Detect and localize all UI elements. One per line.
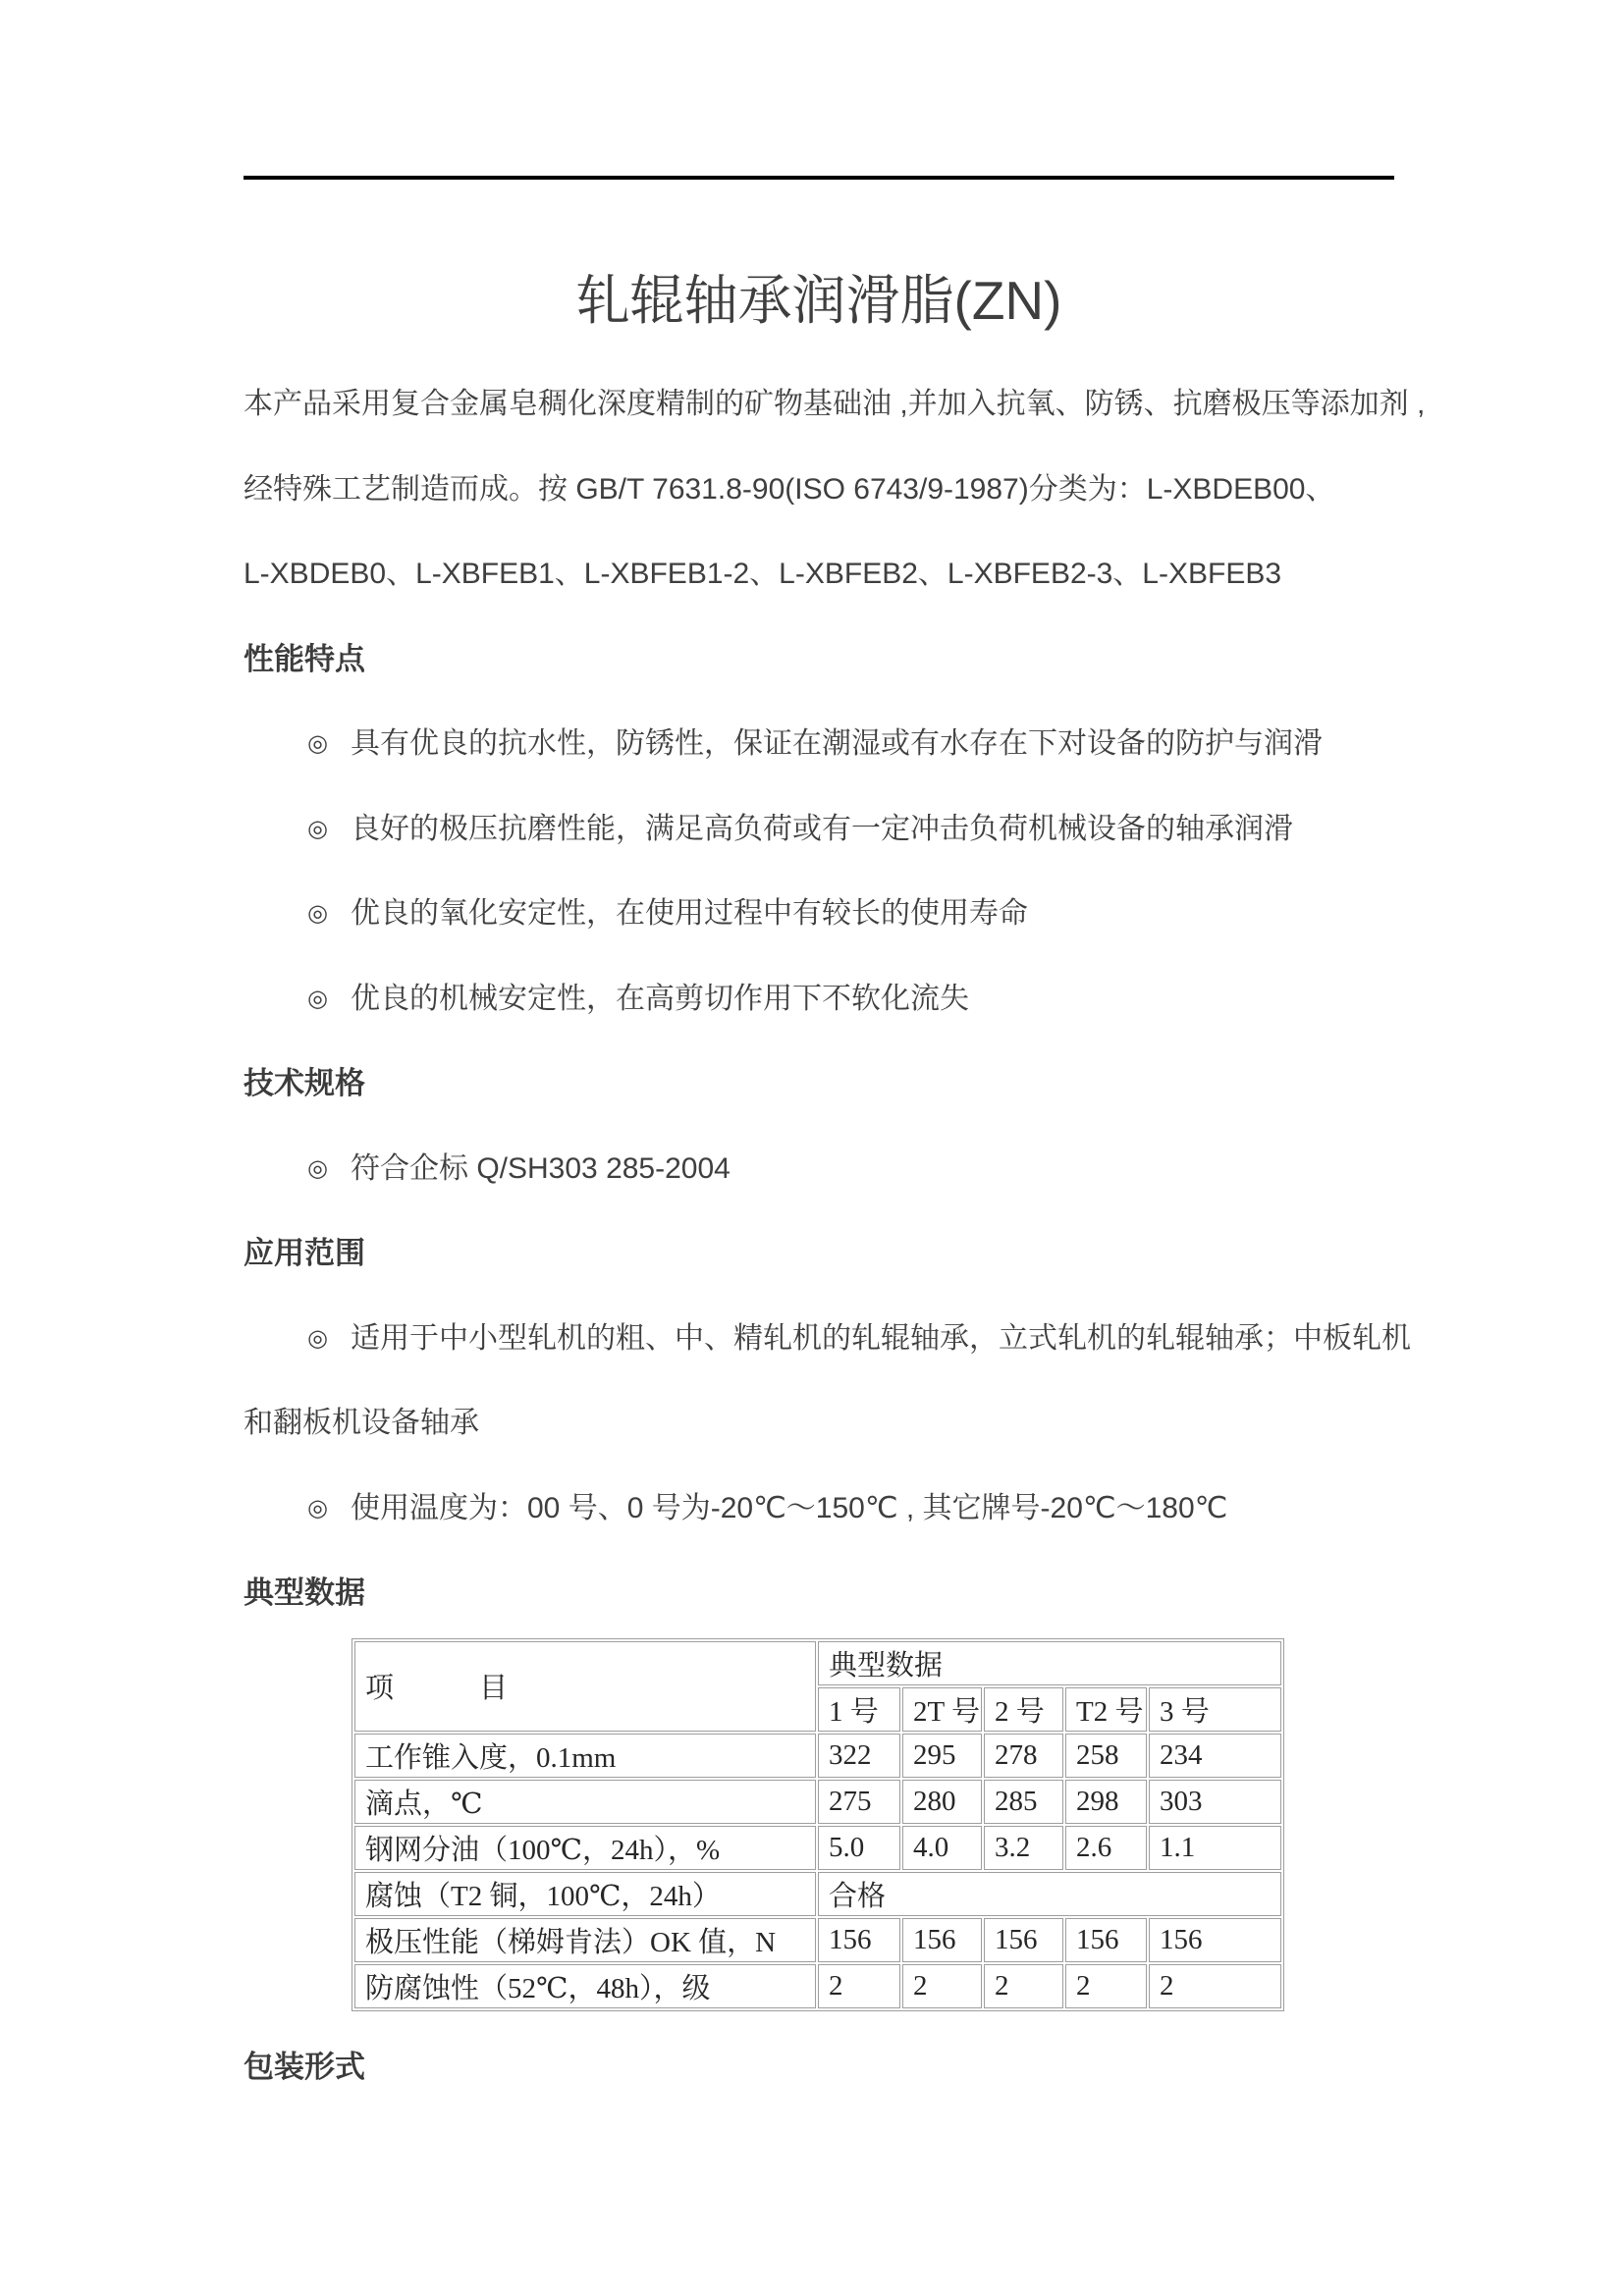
list-item-text: 符合企标 Q/SH303 285-2004: [351, 1151, 731, 1185]
list-item-text: 良好的极压抗磨性能，满足高负荷或有一定冲击负荷机械设备的轴承润滑: [351, 812, 1293, 845]
cell-value: 275: [818, 1780, 900, 1824]
section-heading-packaging: 包装形式: [244, 2049, 365, 2084]
bullet-icon: ◎: [307, 815, 328, 842]
list-item-text: 优良的机械安定性，在高剪切作用下不软化流失: [351, 982, 969, 1015]
section-heading-performance: 性能特点: [244, 641, 365, 676]
table-column-header: 1 号: [818, 1687, 900, 1732]
cell-value: 4.0: [902, 1826, 982, 1870]
cell-value: 156: [902, 1918, 982, 1962]
table-row: [354, 1826, 1281, 1870]
list-item: [244, 957, 1394, 1042]
typical-data-table: [352, 1638, 1284, 2011]
cell-value: 295: [902, 1734, 982, 1778]
cell-value: 234: [1149, 1734, 1281, 1778]
bullet-icon: ◎: [307, 985, 328, 1012]
list-item-continuation: 和翻板机设备轴承: [244, 1407, 479, 1439]
section-heading-application: 应用范围: [244, 1236, 365, 1270]
cell-value: 3.2: [984, 1826, 1063, 1870]
cell-value: 2: [818, 1964, 900, 2008]
list-item-text: 具有优良的抗水性，防锈性，保证在潮湿或有水存在下对设备的防护与润滑: [351, 727, 1323, 760]
cell-value: 2: [902, 1964, 982, 2008]
table-row: [354, 1734, 1281, 1778]
cell-value: 156: [818, 1918, 900, 1962]
document-page: [244, 0, 1426, 2109]
document-body: [244, 362, 1426, 2109]
row-label: 工作锥入度，0.1mm: [354, 1734, 816, 1778]
cell-value: 298: [1065, 1780, 1147, 1824]
table-row: [354, 1780, 1281, 1824]
table-column-header: T2 号: [1065, 1687, 1147, 1732]
bullet-icon: ◎: [307, 730, 328, 757]
list-item: [244, 1467, 1394, 1552]
section-heading-spec: 技术规格: [244, 1066, 365, 1100]
cell-value: 303: [1149, 1780, 1281, 1824]
row-label: 滴点，℃: [354, 1780, 816, 1824]
table-row: [354, 1964, 1281, 2008]
top-rule-divider: [244, 176, 1394, 180]
list-item: [244, 1127, 1394, 1212]
bullet-icon: ◎: [307, 1324, 328, 1352]
cell-value: 285: [984, 1780, 1063, 1824]
cell-value: 156: [1065, 1918, 1147, 1962]
cell-value: 156: [984, 1918, 1063, 1962]
cell-value: 2: [984, 1964, 1063, 2008]
cell-value: 322: [818, 1734, 900, 1778]
intro-paragraph-line: 经特殊工艺制造而成。按 GB/T 7631.8-90(ISO 6743/9-1987)分类为：L-XBDEB00、: [244, 472, 1335, 506]
table-row: [354, 1918, 1281, 1962]
bullet-icon: ◎: [307, 1154, 328, 1182]
list-item: [244, 1297, 1411, 1382]
cell-value: 258: [1065, 1734, 1147, 1778]
cell-value: 2.6: [1065, 1826, 1147, 1870]
list-item-text: 使用温度为：00 号、0 号为-20℃～150℃ , 其它牌号-20℃～180℃: [351, 1491, 1228, 1524]
cell-value: 合格: [818, 1872, 1281, 1916]
table-header-item: 项 目: [354, 1641, 816, 1732]
intro-paragraph-line: L-XBDEB0、L-XBFEB1、L-XBFEB1-2、L-XBFEB2、L-XBFEB2-3、L-XBFEB3: [244, 558, 1282, 590]
list-item: [244, 787, 1394, 873]
cell-value: 278: [984, 1734, 1063, 1778]
bullet-icon: ◎: [307, 1494, 328, 1522]
list-item-text: 适用于中小型轧机的粗、中、精轧机的轧辊轴承，立式轧机的轧辊轴承；中板轧机: [351, 1321, 1411, 1355]
table-column-header: 2 号: [984, 1687, 1063, 1732]
cell-value: 1.1: [1149, 1826, 1281, 1870]
list-item-text: 优良的氧化安定性，在使用过程中有较长的使用寿命: [351, 897, 1028, 930]
table-header-row: [354, 1641, 1281, 1685]
section-heading-typical-data: 典型数据: [244, 1575, 365, 1610]
table-column-header: 3 号: [1149, 1687, 1281, 1732]
table-header-group: 典型数据: [818, 1641, 1281, 1685]
row-label: 腐蚀（T2 铜，100℃，24h）: [354, 1872, 816, 1916]
row-label: 极压性能（梯姆肯法）OK 值，N: [354, 1918, 816, 1962]
table-column-header: 2T 号: [902, 1687, 982, 1732]
row-label: 防腐蚀性（52℃，48h），级: [354, 1964, 816, 2008]
cell-value: 5.0: [818, 1826, 900, 1870]
table-row: [354, 1872, 1281, 1916]
cell-value: 156: [1149, 1918, 1281, 1962]
row-label: 钢网分油（100℃，24h），%: [354, 1826, 816, 1870]
intro-paragraph-line: 本产品采用复合金属皂稠化深度精制的矿物基础油 ,并加入抗氧、防锈、抗磨极压等添加剂 ,: [244, 388, 1426, 420]
cell-value: 2: [1149, 1964, 1281, 2008]
list-item: [244, 702, 1394, 787]
page-title: 轧辊轴承润滑脂(ZN): [575, 270, 1062, 331]
cell-value: 280: [902, 1780, 982, 1824]
bullet-icon: ◎: [307, 900, 328, 927]
cell-value: 2: [1065, 1964, 1147, 2008]
list-item: [244, 872, 1394, 957]
